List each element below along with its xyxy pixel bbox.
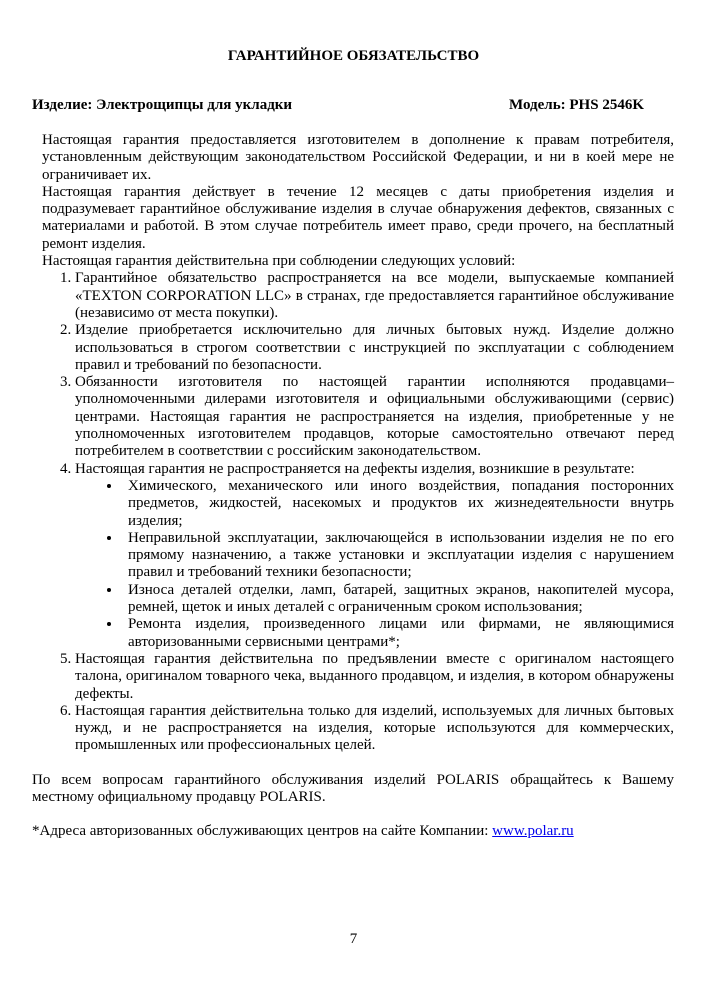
exclusion-item: • Химического, механического или иного воздействия, попадания посторонних предметов, жидкостей, насекомых и продуктов их жизнедеятельности внутрь изделия; [122,478,674,530]
condition-item: 2. Изделие приобретается исключительно для личных бытовых нужд. Изделие должно использоваться в строгом соответствии с инструкцией по эксплуатации с соблюдением правил и требований по безопасности. [75,322,674,374]
exclusion-item: • Неправильной эксплуатации, заключающейся в использовании изделия не по его прямому назначению, а также установки и эксплуатации изделия с нарушением правил и требований техники безопасности; [122,530,674,582]
product-header [32,97,644,114]
contact-note: По всем вопросам гарантийного обслуживания изделий POLARIS обращайтесь к Вашему местному официальному продавцу POLARIS. [32,771,674,805]
exclusion-item: • Ремонта изделия, произведенного лицами или фирмами, не являющимися авторизованными сервисными центрами*; [122,616,674,651]
document-title: ГАРАНТИЙНОЕ ОБЯЗАТЕЛЬСТВО [227,48,480,64]
document-content [32,132,674,858]
footer-notes [32,772,674,841]
condition-item: 5. Настоящая гарантия действительна по предъявлении вместе с оригиналом настоящего талона, оригиналом товарного чека, выданного продавцом, и изделия, в котором обнаружены дефекты. [75,651,674,703]
condition-item: 3. Обязанности изготовителя по настоящей гарантии исполняются продавцами– уполномоченными дилерами изготовителя и официальными обслуживающими (сервис) центрами. Настоящая гарантия не распространяется на изделия, приобретенные у не уполномоченных изготовителем продавцов, которые самостоятельно отвечают перед потребителем в соответствии с российским законодательством. [75,374,674,460]
website-link[interactable]: www.polar.ru [492,823,574,840]
condition-text: Настоящая гарантия не распространяется на дефекты изделия, возникшие в результате: [75,460,635,477]
condition-item [75,461,674,651]
condition-item: 1. Гарантийное обязательство распространяется на все модели, выпускаемые компанией «TEXTON CORPORATION LLC» в странах, где предоставляется гарантийное обслуживание (независимо от места покупки). [75,270,674,322]
exclusion-item: • Износа деталей отделки, ламп, батарей, защитных экранов, накопителей мусора, ремней, щеток и иных деталей с ограниченным сроком использования; [122,582,674,617]
product-label: Изделие: Электрощипцы для укладки [32,97,293,113]
model-label: Модель: PHS 2546K [509,97,644,113]
warranty-body [42,132,674,755]
page-number: 7 [349,931,358,947]
intro-paragraph: Настоящая гарантия действительна при соблюдении следующих условий: [42,253,516,270]
intro-paragraph: Настоящая гарантия предоставляется изготовителем в дополнение к правам потребителя, установленным действующим законодательством Российской Федерации, и ни в коей мере не ограничивает их. [42,132,674,183]
footnote-text: *Адреса авторизованных обслуживающих центров на сайте Компании: [32,823,493,840]
exclusions-list [75,478,674,651]
condition-item: 6. Настоящая гарантия действительна только для изделий, используемых для личных бытовых нужд, и не распространяется на изделия, которые используются для коммерческих, промышленных или профессиональных целей. [75,703,674,755]
conditions-list [42,270,674,754]
footnote [32,823,674,840]
intro-paragraph: Настоящая гарантия действует в течение 12 месяцев с даты приобретения изделия и подразумевает гарантийное обслуживание изделия в случае обнаружения дефектов, связанных с материалами и работой. В этом случае потребитель имеет право, среди прочего, на бесплатный ремонт изделия. [42,183,674,252]
